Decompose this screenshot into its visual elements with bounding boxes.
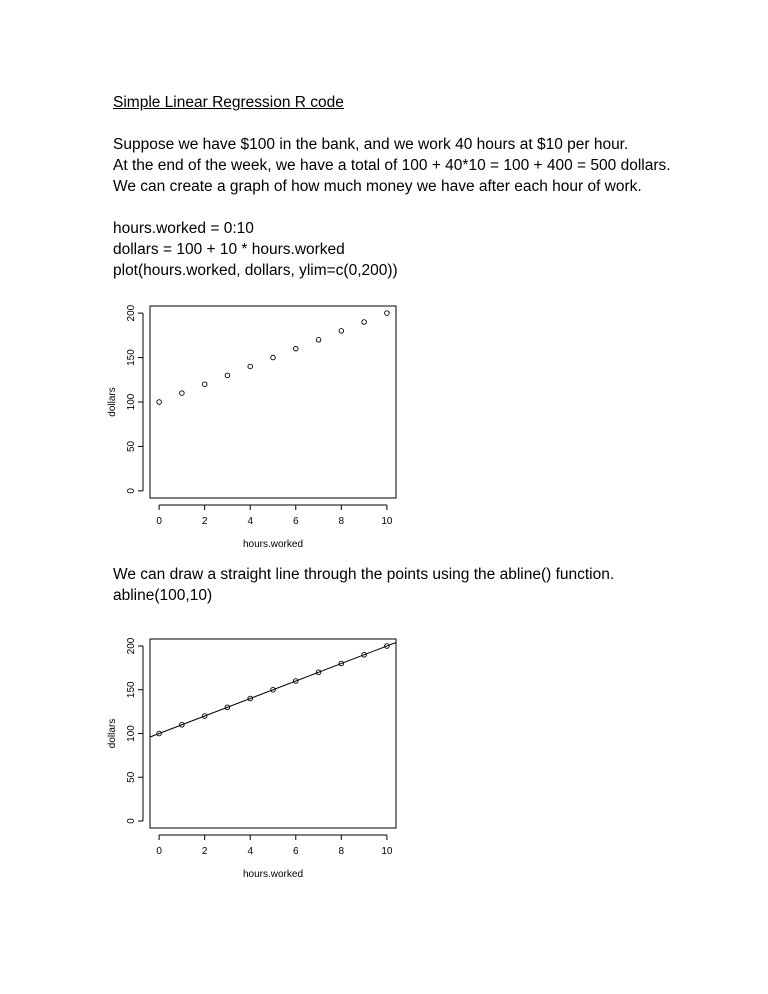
regression-line: [150, 643, 396, 738]
data-point: [202, 382, 207, 387]
data-point: [225, 373, 230, 378]
y-tick-label: 100: [126, 725, 137, 742]
y-axis-title: dollars: [107, 718, 118, 749]
x-tick-label: 4: [247, 516, 254, 527]
scatter-plot-2-with-line: [100, 634, 400, 884]
data-point: [316, 337, 321, 342]
x-tick-label: 4: [247, 846, 254, 857]
intro-line-2: At the end of the week, we have a total of 100 + 40*10 = 100 + 400 = 500 dollars.: [113, 157, 671, 174]
x-axis-title: hours.worked: [242, 539, 304, 550]
y-tick-label: 0: [126, 818, 137, 824]
code-line-3: plot(hours.worked, dollars, ylim=c(0,200)): [113, 262, 398, 279]
y-tick-label: 200: [126, 304, 137, 322]
code-line-2: dollars = 100 + 10 * hours.worked: [113, 241, 345, 258]
x-tick-label: 6: [292, 516, 299, 527]
data-point: [339, 329, 344, 334]
x-tick-label: 2: [201, 846, 208, 857]
data-point: [271, 355, 276, 360]
data-point: [157, 400, 162, 405]
x-tick-label: 10: [381, 846, 393, 857]
x-tick-label: 8: [338, 516, 345, 527]
plot-frame: [150, 639, 396, 828]
x-axis-title: hours.worked: [242, 869, 304, 880]
x-tick-label: 0: [156, 846, 162, 857]
x-tick-label: 0: [156, 516, 162, 527]
y-tick-label: 50: [126, 771, 137, 783]
y-axis-title: dollars: [107, 387, 118, 417]
abline-description: We can draw a straight line through the points using the abline() function.: [113, 566, 615, 583]
intro-line-3: We can create a graph of how much money we have after each hour of work.: [113, 178, 642, 195]
intro-line-1: Suppose we have $100 in the bank, and we work 40 hours at $10 per hour.: [113, 136, 629, 153]
data-point: [293, 346, 298, 351]
y-tick-label: 0: [126, 488, 137, 494]
data-point: [180, 391, 185, 396]
data-point: [385, 311, 390, 316]
data-point: [362, 320, 367, 325]
x-tick-label: 2: [201, 516, 208, 527]
abline-code: abline(100,10): [113, 587, 213, 604]
y-tick-label: 100: [126, 393, 137, 411]
y-tick-label: 50: [126, 440, 137, 453]
x-tick-label: 6: [292, 846, 299, 857]
code-line-1: hours.worked = 0:10: [113, 220, 254, 237]
y-tick-label: 150: [126, 349, 137, 366]
y-tick-label: 200: [126, 637, 137, 655]
document-heading: Simple Linear Regression R code: [113, 94, 344, 111]
y-tick-label: 150: [126, 681, 137, 699]
plot-frame: [150, 306, 396, 498]
x-tick-label: 8: [338, 846, 345, 857]
x-tick-label: 10: [381, 516, 393, 527]
scatter-plot-1: [100, 298, 400, 554]
data-point: [248, 364, 253, 369]
